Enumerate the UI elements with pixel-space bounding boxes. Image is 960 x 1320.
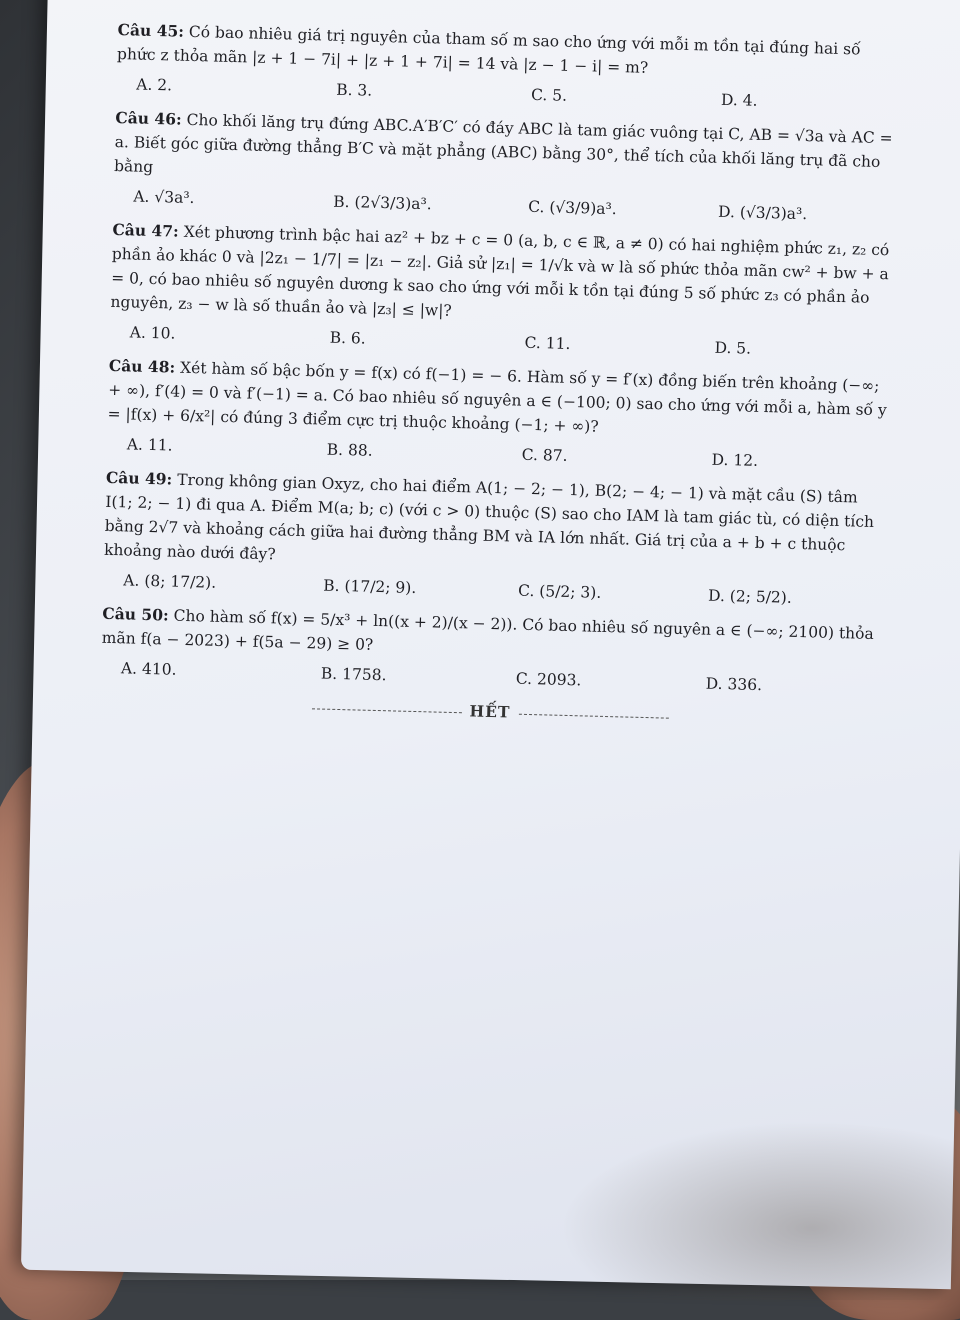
question-46 bbox=[113, 106, 895, 228]
option-c: C. 11. bbox=[524, 333, 571, 354]
option-b: B. 6. bbox=[329, 328, 366, 348]
question-label: Câu 46: bbox=[115, 108, 182, 129]
question-text: Có bao nhiêu giá trị nguyên của tham số m sao cho ứng với mỗi m tồn tại đúng hai số phức z thỏa mãn |z + 1 − 7i| + |z + 1 + 7i| = 14 và |z − 1 − i| = m? bbox=[116, 22, 861, 77]
option-c: C. 2093. bbox=[515, 670, 582, 690]
divider bbox=[311, 708, 461, 713]
option-a: A. 11. bbox=[126, 435, 173, 455]
option-d: D. 336. bbox=[705, 674, 763, 695]
question-label: Câu 45: bbox=[117, 19, 185, 41]
option-b: B. 1758. bbox=[320, 664, 387, 685]
option-a: A. 10. bbox=[129, 323, 176, 343]
question-48 bbox=[107, 354, 889, 476]
question-text: Xét hàm số bậc bốn y = f(x) có f(−1) = − 6. Hàm số y = f′(x) đồng biến trên khoảng (−∞; + ∞), f′(4) = 0 và f′(−1) = a. Có bao nhiêu số nguyên a ∈ (−100; 0) sao cho ứng với mỗi a, hàm số y = |f(x) + 6/x²| có đúng 3 điểm cực trị thuộc khoảng (−1; + ∞)? bbox=[107, 358, 887, 436]
question-50 bbox=[101, 602, 883, 700]
option-c: C. (5/2; 3). bbox=[517, 581, 602, 603]
option-b: B. (17/2; 9). bbox=[322, 576, 417, 598]
end-text: HẾT bbox=[469, 701, 511, 722]
option-c: C. 5. bbox=[530, 85, 568, 105]
question-text: Trong không gian Oxyz, cho hai điểm A(1; − 2; − 1), B(2; − 4; − 1) và mặt cầu (S) tâm I(1; 2; − 1) đi qua A. Điểm M(a; b; c) (với c > 0) thuộc (S) sao cho IAM là tam giác tù, có diện tích bằng 2√7 và khoảng cách giữa hai đường thẳng BM và IA lớn nhất. Giá trị của a + b + c thuộc khoảng nào dưới đây? bbox=[103, 470, 875, 564]
question-text: Cho khối lăng trụ đứng ABC.A′B′C′ có đáy ABC là tam giác vuông tại C, AB = √3a và AC = a. Biết góc giữa đường thẳng B′C và mặt phẳng (ABC) bằng 30°, thể tích của khối lăng trụ đã cho bằng bbox=[113, 110, 893, 177]
question-text: Xét phương trình bậc hai az² + bz + c = 0 (a, b, c ∈ ℝ, a ≠ 0) có hai nghiệm phức z₁, z₂ có phần ảo khác 0 và |2z₁ − 1/7| = |z₁ − z₂|. Giả sử |z₁| = 1/√k và w là số phức thỏa mãn cw² + bw + a = 0, có bao nhiêu số nguyên dương k sao cho ứng với mỗi k tồn tại đúng 5 số phức z₃ có phần ảo nguyên, z₃ − w là số thuần ảo và |z₃| ≤ |w|? bbox=[110, 222, 890, 320]
option-c: C. 87. bbox=[521, 445, 568, 466]
option-d: D. 12. bbox=[711, 450, 759, 471]
option-a: A. 410. bbox=[120, 659, 177, 680]
option-c: C. (√3/9)a³. bbox=[527, 197, 617, 219]
question-label: Câu 47: bbox=[112, 220, 180, 241]
option-b: B. 88. bbox=[326, 440, 373, 461]
question-label: Câu 50: bbox=[102, 604, 169, 625]
question-49 bbox=[103, 466, 886, 612]
question-label: Câu 48: bbox=[108, 356, 176, 377]
question-47 bbox=[109, 218, 892, 364]
option-d: D. (2; 5/2). bbox=[707, 586, 792, 608]
option-a: A. 2. bbox=[136, 75, 173, 95]
question-text: Cho hàm số f(x) = 5/x³ + ln((x + 2)/(x − 2)). Có bao nhiêu số nguyên a ∈ (−∞; 2100) thỏa mãn f(a − 2023) + f(5a − 29) ≥ 0? bbox=[101, 606, 874, 655]
divider bbox=[518, 714, 668, 719]
option-b: B. (2√3/3)a³. bbox=[333, 192, 432, 214]
option-a: A. √3a³. bbox=[133, 187, 195, 208]
shadow bbox=[560, 1120, 960, 1300]
option-d: D. 4. bbox=[720, 90, 758, 110]
option-b: B. 3. bbox=[335, 80, 373, 100]
question-label: Câu 49: bbox=[105, 468, 173, 489]
option-a: A. (8; 17/2). bbox=[123, 571, 217, 593]
option-d: D. (√3/3)a³. bbox=[717, 202, 808, 224]
exam-content bbox=[100, 18, 898, 735]
option-d: D. 5. bbox=[714, 338, 752, 358]
